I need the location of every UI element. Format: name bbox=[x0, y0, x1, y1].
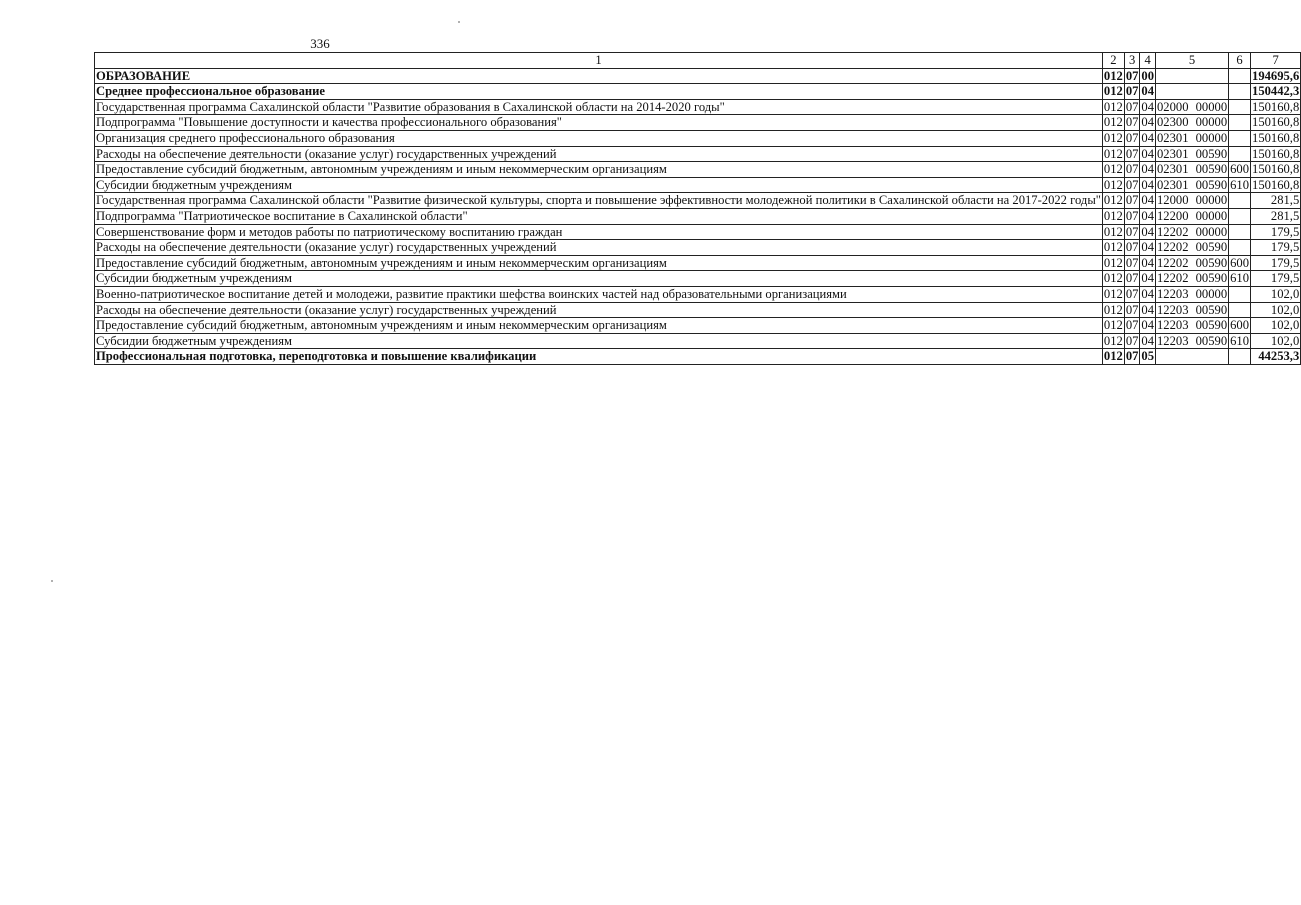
table-row bbox=[95, 162, 1301, 178]
target-article-cell bbox=[1156, 349, 1229, 365]
amount-cell: 102,0 bbox=[1251, 302, 1301, 318]
amount-cell: 150160,8 bbox=[1252, 99, 1300, 114]
row-name-cell: Профессиональная подготовка, переподготовка и повышение квалификации bbox=[95, 349, 1103, 365]
table-row bbox=[95, 99, 1301, 115]
table-row bbox=[95, 349, 1301, 365]
row-name-cell: Совершенствование форм и методов работы по патриотическому воспитанию граждан bbox=[95, 224, 1103, 240]
section-code-cell: 07 bbox=[1125, 68, 1139, 83]
row-name-cell: Предоставление субсидий бюджетным, автономным учреждениям и иным некоммерческим организациям bbox=[95, 318, 1103, 334]
column-header: 4 bbox=[1140, 53, 1156, 69]
target-article-cell: 02301 00000 bbox=[1157, 130, 1228, 145]
row-name-cell: Расходы на обеспечение деятельности (оказание услуг) государственных учреждений bbox=[95, 146, 1103, 162]
column-header: 5 bbox=[1156, 53, 1229, 69]
expense-type-cell: 610 bbox=[1230, 271, 1250, 286]
amount-cell: 102,0 bbox=[1251, 333, 1301, 349]
amount-cell: 102,0 bbox=[1251, 318, 1301, 334]
ministry-code-cell: 012 bbox=[1103, 115, 1123, 130]
amount-cell: 150160,8 bbox=[1252, 130, 1300, 145]
subsection-code-cell: 04 bbox=[1141, 224, 1154, 239]
amount-cell: 150160,8 bbox=[1252, 146, 1300, 161]
section-code-cell: 07 bbox=[1125, 240, 1139, 255]
row-name-cell: Организация среднего профессионального образования bbox=[95, 130, 1103, 146]
section-code-cell: 07 bbox=[1125, 193, 1139, 208]
table-row bbox=[95, 286, 1301, 302]
subsection-code-cell: 04 bbox=[1141, 115, 1154, 130]
section-code-cell: 07 bbox=[1125, 271, 1139, 286]
section-code-cell: 07 bbox=[1125, 208, 1139, 223]
subsection-code-cell: 04 bbox=[1141, 318, 1154, 333]
table-body bbox=[95, 68, 1301, 364]
amount-cell: 179,5 bbox=[1251, 240, 1301, 256]
target-article-cell: 12203 00590 bbox=[1157, 318, 1228, 333]
target-article-cell: 12203 00590 bbox=[1157, 302, 1228, 317]
target-article-cell: 12203 00000 bbox=[1157, 286, 1228, 301]
section-code-cell: 07 bbox=[1125, 84, 1139, 99]
column-header: 6 bbox=[1229, 53, 1251, 69]
subsection-code-cell: 00 bbox=[1141, 68, 1154, 83]
expense-type-cell bbox=[1229, 224, 1251, 240]
ministry-code-cell: 012 bbox=[1103, 224, 1123, 239]
amount-cell: 150442,3 bbox=[1252, 84, 1300, 99]
expense-type-cell bbox=[1229, 240, 1251, 256]
row-name-cell: Расходы на обеспечение деятельности (оказание услуг) государственных учреждений bbox=[95, 240, 1103, 256]
subsection-code-cell: 04 bbox=[1141, 302, 1154, 317]
target-article-cell bbox=[1156, 84, 1229, 100]
ministry-code-cell: 012 bbox=[1103, 318, 1123, 333]
amount-cell: 281,5 bbox=[1251, 193, 1301, 209]
row-name-cell: Среднее профессиональное образование bbox=[95, 84, 1103, 100]
expense-type-cell bbox=[1229, 115, 1251, 131]
row-name-cell: Субсидии бюджетным учреждениям bbox=[95, 333, 1103, 349]
section-code-cell: 07 bbox=[1125, 162, 1139, 177]
table-row bbox=[95, 146, 1301, 162]
ministry-code-cell: 012 bbox=[1103, 271, 1123, 286]
amount-cell: 44253,3 bbox=[1251, 349, 1301, 365]
row-name-cell: Военно-патриотическое воспитание детей и молодежи, развитие практики шефства воинских частей над образовательными организациями bbox=[95, 286, 1103, 302]
expense-type-cell: 600 bbox=[1230, 318, 1250, 333]
target-article-cell: 02301 00590 bbox=[1157, 177, 1228, 192]
expense-type-cell bbox=[1229, 193, 1251, 209]
ministry-code-cell: 012 bbox=[1103, 240, 1123, 255]
table-row bbox=[95, 177, 1301, 193]
budget-table bbox=[94, 52, 1301, 365]
ministry-code-cell: 012 bbox=[1103, 162, 1123, 177]
target-article-cell: 02301 00590 bbox=[1157, 162, 1228, 177]
row-name-cell: ОБРАЗОВАНИЕ bbox=[95, 68, 1103, 84]
ministry-code-cell: 012 bbox=[1103, 99, 1123, 114]
target-article-cell: 02301 00590 bbox=[1157, 146, 1228, 161]
amount-cell: 150160,8 bbox=[1252, 162, 1300, 177]
target-article-cell: 12202 00590 bbox=[1157, 240, 1228, 255]
expense-type-cell bbox=[1229, 99, 1251, 115]
section-code-cell: 07 bbox=[1125, 349, 1139, 364]
expense-type-cell bbox=[1229, 84, 1251, 100]
target-article-cell: 12203 00590 bbox=[1157, 333, 1228, 348]
expense-type-cell bbox=[1229, 208, 1251, 224]
amount-cell: 150160,8 bbox=[1252, 177, 1300, 192]
ministry-code-cell: 012 bbox=[1103, 130, 1123, 145]
row-name-cell: Субсидии бюджетным учреждениям bbox=[95, 271, 1103, 287]
expense-type-cell bbox=[1229, 286, 1251, 302]
row-name-cell: Предоставление субсидий бюджетным, автономным учреждениям и иным некоммерческим организациям bbox=[95, 255, 1103, 271]
expense-type-cell bbox=[1229, 349, 1251, 365]
subsection-code-cell: 04 bbox=[1141, 286, 1154, 301]
table-row bbox=[95, 302, 1301, 318]
subsection-code-cell: 04 bbox=[1141, 240, 1154, 255]
expense-type-cell: 600 bbox=[1230, 255, 1250, 270]
row-name-cell: Расходы на обеспечение деятельности (оказание услуг) государственных учреждений bbox=[95, 302, 1103, 318]
page-number: 336 bbox=[310, 36, 330, 51]
amount-cell: 179,5 bbox=[1251, 224, 1301, 240]
ministry-code-cell: 012 bbox=[1103, 208, 1123, 223]
amount-cell: 102,0 bbox=[1251, 286, 1301, 302]
section-code-cell: 07 bbox=[1125, 333, 1139, 348]
subsection-code-cell: 04 bbox=[1141, 84, 1154, 99]
subsection-code-cell: 04 bbox=[1141, 208, 1154, 223]
row-name-cell: Государственная программа Сахалинской области "Развитие образования в Сахалинской области на 2014-2020 годы" bbox=[95, 99, 1103, 115]
section-code-cell: 07 bbox=[1125, 115, 1139, 130]
row-name-cell: Субсидии бюджетным учреждениям bbox=[95, 177, 1103, 193]
ministry-code-cell: 012 bbox=[1103, 286, 1123, 301]
subsection-code-cell: 04 bbox=[1141, 130, 1154, 145]
target-article-cell bbox=[1156, 68, 1229, 84]
target-article-cell: 12202 00590 bbox=[1157, 271, 1228, 286]
row-name-cell: Государственная программа Сахалинской области "Развитие физической культуры, спорта и повышение эффективности молодежной политики в Сахалинской области на 2017-2022 годы" bbox=[96, 193, 1101, 208]
ministry-code-cell: 012 bbox=[1103, 302, 1123, 317]
column-header: 1 bbox=[95, 53, 1103, 69]
ministry-code-cell: 012 bbox=[1103, 349, 1123, 364]
column-number-row bbox=[95, 53, 1301, 69]
expense-type-cell bbox=[1229, 68, 1251, 84]
target-article-cell: 12202 00000 bbox=[1157, 224, 1228, 239]
ministry-code-cell: 012 bbox=[1103, 333, 1123, 348]
table-row bbox=[95, 115, 1301, 131]
target-article-cell: 12000 00000 bbox=[1157, 193, 1228, 208]
expense-type-cell: 610 bbox=[1230, 333, 1250, 348]
section-code-cell: 07 bbox=[1125, 146, 1139, 161]
row-name-cell: Подпрограмма "Патриотическое воспитание в Сахалинской области" bbox=[95, 208, 1103, 224]
scan-speck bbox=[458, 21, 460, 23]
amount-cell: 281,5 bbox=[1251, 208, 1301, 224]
target-article-cell: 12200 00000 bbox=[1157, 208, 1228, 223]
table-row bbox=[95, 333, 1301, 349]
subsection-code-cell: 04 bbox=[1141, 177, 1154, 192]
subsection-code-cell: 04 bbox=[1141, 162, 1154, 177]
subsection-code-cell: 04 bbox=[1141, 146, 1154, 161]
expense-type-cell: 600 bbox=[1230, 162, 1250, 177]
subsection-code-cell: 04 bbox=[1141, 99, 1154, 114]
section-code-cell: 07 bbox=[1125, 302, 1139, 317]
section-code-cell: 07 bbox=[1125, 318, 1139, 333]
column-header: 3 bbox=[1124, 53, 1140, 69]
subsection-code-cell: 04 bbox=[1141, 193, 1154, 208]
table-row bbox=[95, 224, 1301, 240]
section-code-cell: 07 bbox=[1125, 255, 1139, 270]
target-article-cell: 02000 00000 bbox=[1157, 99, 1228, 114]
table-row bbox=[95, 208, 1301, 224]
expense-type-cell bbox=[1229, 302, 1251, 318]
ministry-code-cell: 012 bbox=[1103, 255, 1123, 270]
table-row bbox=[95, 84, 1301, 100]
expense-type-cell bbox=[1229, 146, 1251, 162]
row-name-cell: Предоставление субсидий бюджетным, автономным учреждениям и иным некоммерческим организациям bbox=[95, 162, 1103, 178]
table-row bbox=[95, 271, 1301, 287]
column-header: 2 bbox=[1102, 53, 1124, 69]
ministry-code-cell: 012 bbox=[1103, 146, 1123, 161]
subsection-code-cell: 04 bbox=[1141, 333, 1154, 348]
ministry-code-cell: 012 bbox=[1103, 84, 1123, 99]
ministry-code-cell: 012 bbox=[1103, 193, 1123, 208]
section-code-cell: 07 bbox=[1125, 130, 1139, 145]
section-code-cell: 07 bbox=[1125, 99, 1139, 114]
row-name-cell: Подпрограмма "Повышение доступности и качества профессионального образования" bbox=[95, 115, 1103, 131]
table-row bbox=[95, 130, 1301, 146]
section-code-cell: 07 bbox=[1125, 224, 1139, 239]
subsection-code-cell: 04 bbox=[1141, 255, 1154, 270]
amount-cell: 150160,8 bbox=[1252, 115, 1300, 130]
amount-cell: 194695,6 bbox=[1252, 68, 1300, 83]
section-code-cell: 07 bbox=[1125, 177, 1139, 192]
scan-speck bbox=[51, 580, 53, 582]
amount-cell: 179,5 bbox=[1251, 271, 1301, 287]
amount-cell: 179,5 bbox=[1251, 255, 1301, 271]
expense-type-cell bbox=[1229, 130, 1251, 146]
subsection-code-cell: 05 bbox=[1141, 349, 1154, 364]
subsection-code-cell: 04 bbox=[1141, 271, 1154, 286]
target-article-cell: 02300 00000 bbox=[1157, 115, 1228, 130]
table-row bbox=[95, 240, 1301, 256]
expense-type-cell: 610 bbox=[1230, 177, 1250, 192]
ministry-code-cell: 012 bbox=[1103, 177, 1123, 192]
table-row bbox=[95, 318, 1301, 334]
section-code-cell: 07 bbox=[1125, 286, 1139, 301]
table-row bbox=[95, 193, 1301, 209]
table-row bbox=[95, 68, 1301, 84]
column-header: 7 bbox=[1251, 53, 1301, 69]
target-article-cell: 12202 00590 bbox=[1157, 255, 1228, 270]
table-row bbox=[95, 255, 1301, 271]
ministry-code-cell: 012 bbox=[1103, 68, 1123, 83]
